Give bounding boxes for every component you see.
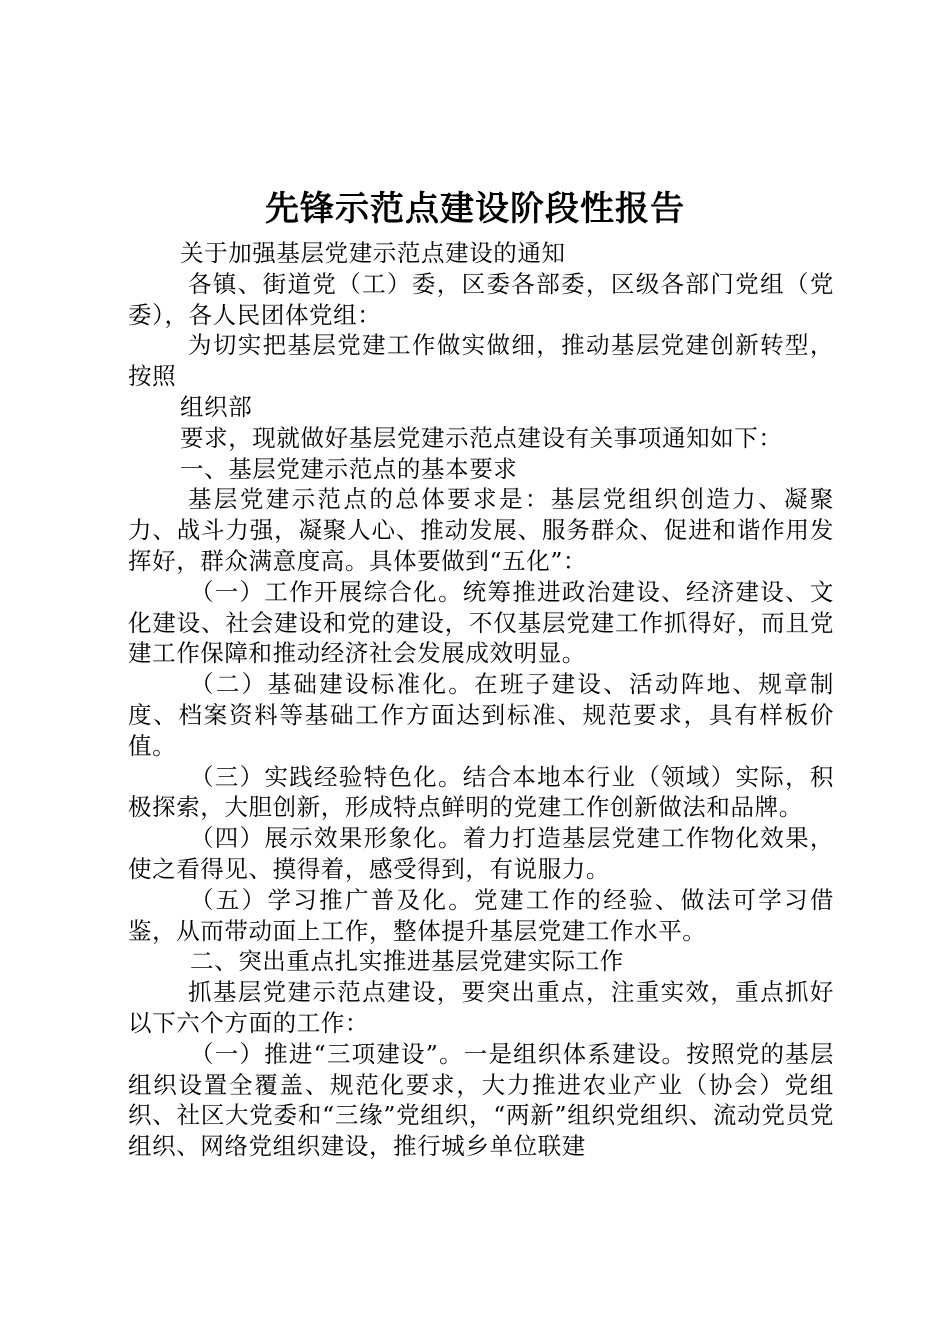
paragraph-p3: 为切实把基层党建工作做实做细，推动基层党建创新转型，按照 <box>128 331 834 391</box>
paragraph-p5: 要求，现就做好基层党建示范点建设有关事项通知如下： <box>180 423 783 452</box>
paragraph-p1: 关于加强基层党建示范点建设的通知 <box>180 239 566 267</box>
paragraph-p13: 二、突出重点扎实推进基层党建实际工作 <box>190 947 624 976</box>
document-body <box>128 238 834 1162</box>
paragraph-p14: 抓基层党建示范点建设，要突出重点，注重实效，重点抓好以下六个方面的工作： <box>128 978 834 1037</box>
document-title: 先锋示范点建设阶段性报告 <box>265 189 685 229</box>
paragraph-p9: （二）基础建设标准化。在班子建设、活动阵地、规章制度、档案资料等基础工作方面达到标准、规范要求，具有样板价值。 <box>128 670 834 760</box>
paragraph-p2: 各镇、街道党（工）委，区委各部委，区级各部门党组（党委），各人民团体党组： <box>128 269 834 329</box>
paragraph-p7: 基层党建示范点的总体要求是：基层党组织创造力、凝聚力、战斗力强，凝聚人心、推动发展、服务群众、促进和谐作用发挥好，群众满意度高。具体要做到“五化”： <box>128 485 834 575</box>
paragraph-p11: （四）展示效果形象化。着力打造基层党建工作物化效果，使之看得见、摸得着，感受得到，有说服力。 <box>128 824 834 883</box>
paragraph-p4: 组织部 <box>180 392 253 421</box>
paragraph-p10: （三）实践经验特色化。结合本地本行业（领域）实际，积极探索，大胆创新，形成特点鲜明的党建工作创新做法和品牌。 <box>128 762 834 822</box>
paragraph-p6: 一、基层党建示范点的基本要求 <box>180 454 518 483</box>
paragraph-p12: （五）学习推广普及化。党建工作的经验、做法可学习借鉴，从而带动面上工作，整体提升基层党建工作水平。 <box>128 885 834 945</box>
paragraph-p15: （一）推进“三项建设”。一是组织体系建设。按照党的基层组织设置全覆盖、规范化要求，大力推进农业产业（协会）党组织、社区大党委和“三缘”党组织，“两新”组织党组织、流动党员党组织、网络党组织建设，推行城乡单位联建 <box>128 1039 834 1161</box>
paragraph-p8: （一）工作开展综合化。统筹推进政治建设、经济建设、文化建设、社会建设和党的建设，不仅基层党建工作抓得好，而且党建工作保障和推动经济社会发展成效明显。 <box>128 577 834 668</box>
